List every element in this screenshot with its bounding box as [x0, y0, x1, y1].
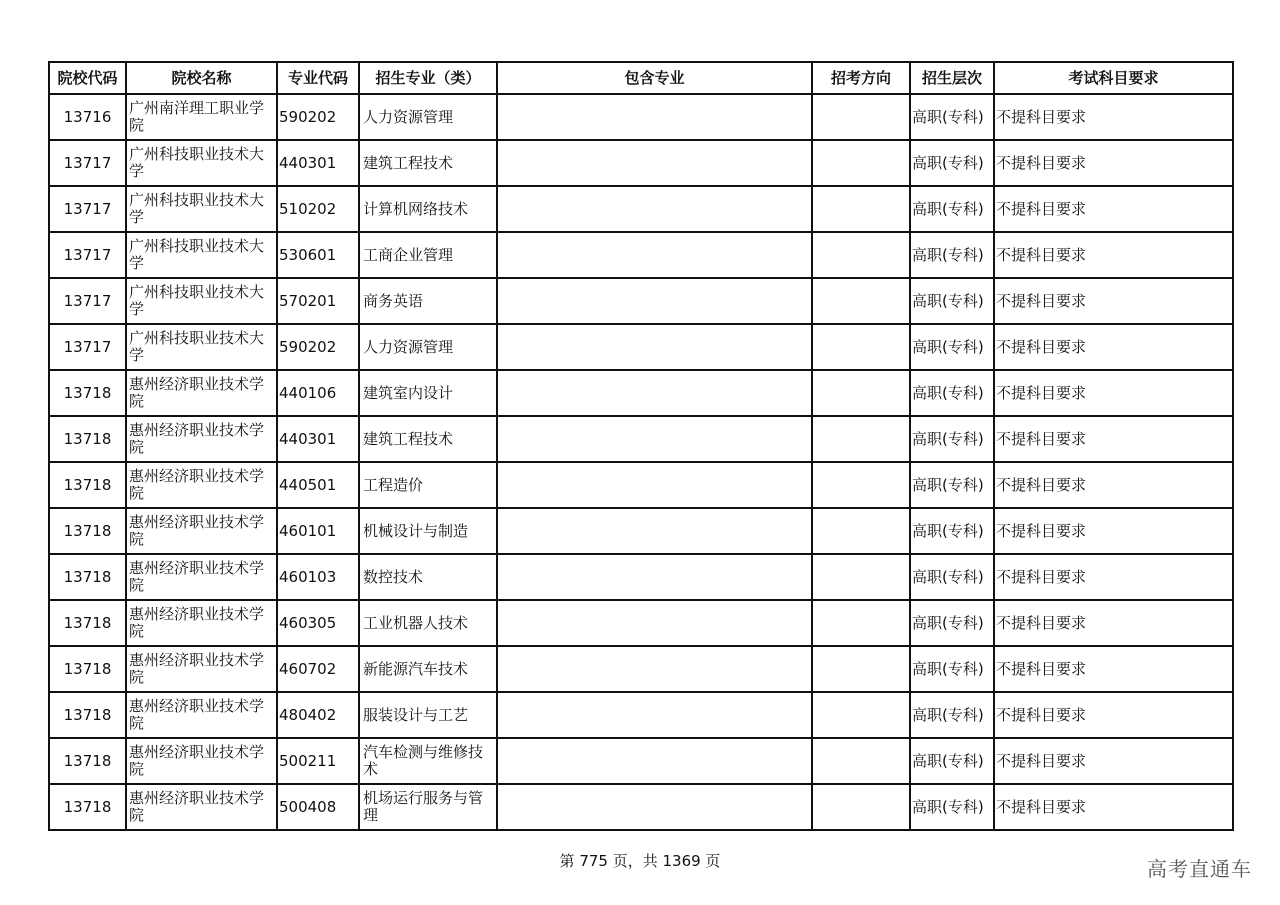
cell-major-code: 440106 [277, 370, 359, 416]
cell-requirement: 不提科目要求 [994, 554, 1233, 600]
cell-level: 高职(专科) [910, 600, 994, 646]
cell-school-name: 惠州经济职业技术学院 [126, 554, 277, 600]
cell-direction [812, 232, 910, 278]
cell-major: 建筑室内设计 [359, 370, 497, 416]
cell-includes [497, 784, 812, 830]
table-row [49, 232, 1233, 278]
cell-major-code: 480402 [277, 692, 359, 738]
cell-requirement: 不提科目要求 [994, 508, 1233, 554]
header-major: 招生专业（类） [359, 62, 497, 94]
cell-level: 高职(专科) [910, 370, 994, 416]
cell-school-name: 广州南洋理工职业学院 [126, 94, 277, 140]
cell-level: 高职(专科) [910, 416, 994, 462]
cell-major-code: 460103 [277, 554, 359, 600]
cell-major: 人力资源管理 [359, 94, 497, 140]
cell-includes [497, 278, 812, 324]
cell-requirement: 不提科目要求 [994, 94, 1233, 140]
table-row [49, 370, 1233, 416]
header-school-name: 院校名称 [126, 62, 277, 94]
table-row [49, 508, 1233, 554]
cell-major: 工商企业管理 [359, 232, 497, 278]
cell-requirement: 不提科目要求 [994, 416, 1233, 462]
cell-direction [812, 462, 910, 508]
cell-direction [812, 186, 910, 232]
cell-requirement: 不提科目要求 [994, 738, 1233, 784]
cell-includes [497, 186, 812, 232]
cell-includes [497, 508, 812, 554]
cell-requirement: 不提科目要求 [994, 232, 1233, 278]
cell-requirement: 不提科目要求 [994, 784, 1233, 830]
cell-direction [812, 370, 910, 416]
cell-school-code: 13718 [49, 416, 126, 462]
cell-level: 高职(专科) [910, 140, 994, 186]
cell-school-code: 13718 [49, 784, 126, 830]
page-indicator: 第 775 页，共 1369 页 [559, 852, 721, 870]
cell-requirement: 不提科目要求 [994, 186, 1233, 232]
cell-major: 工业机器人技术 [359, 600, 497, 646]
cell-direction [812, 278, 910, 324]
table-header-row [49, 62, 1233, 94]
cell-major-code: 530601 [277, 232, 359, 278]
cell-level: 高职(专科) [910, 462, 994, 508]
cell-school-code: 13718 [49, 600, 126, 646]
cell-school-name: 惠州经济职业技术学院 [126, 462, 277, 508]
cell-major: 汽车检测与维修技术 [359, 738, 497, 784]
table-row [49, 462, 1233, 508]
cell-school-code: 13717 [49, 186, 126, 232]
cell-includes [497, 692, 812, 738]
cell-includes [497, 738, 812, 784]
cell-school-name: 惠州经济职业技术学院 [126, 370, 277, 416]
cell-school-name: 惠州经济职业技术学院 [126, 508, 277, 554]
cell-major: 新能源汽车技术 [359, 646, 497, 692]
admissions-table [48, 61, 1234, 831]
cell-school-code: 13716 [49, 94, 126, 140]
cell-major: 数控技术 [359, 554, 497, 600]
cell-school-name: 惠州经济职业技术学院 [126, 416, 277, 462]
cell-includes [497, 416, 812, 462]
cell-direction [812, 554, 910, 600]
cell-school-code: 13718 [49, 692, 126, 738]
cell-includes [497, 600, 812, 646]
table-row [49, 416, 1233, 462]
cell-school-name: 广州科技职业技术大学 [126, 186, 277, 232]
cell-includes [497, 646, 812, 692]
cell-major: 服装设计与工艺 [359, 692, 497, 738]
table-row [49, 554, 1233, 600]
cell-requirement: 不提科目要求 [994, 370, 1233, 416]
cell-school-code: 13718 [49, 462, 126, 508]
table-row [49, 646, 1233, 692]
cell-includes [497, 232, 812, 278]
header-level: 招生层次 [910, 62, 994, 94]
cell-major: 工程造价 [359, 462, 497, 508]
cell-school-name: 惠州经济职业技术学院 [126, 784, 277, 830]
cell-level: 高职(专科) [910, 554, 994, 600]
cell-school-name: 惠州经济职业技术学院 [126, 600, 277, 646]
header-school-code: 院校代码 [49, 62, 126, 94]
cell-major: 机场运行服务与管理 [359, 784, 497, 830]
cell-major-code: 440301 [277, 416, 359, 462]
cell-level: 高职(专科) [910, 692, 994, 738]
cell-requirement: 不提科目要求 [994, 600, 1233, 646]
cell-includes [497, 554, 812, 600]
brand-watermark: 高考直通车 [1147, 857, 1252, 881]
table-row [49, 186, 1233, 232]
cell-requirement: 不提科目要求 [994, 462, 1233, 508]
cell-direction [812, 738, 910, 784]
cell-school-code: 13717 [49, 232, 126, 278]
cell-requirement: 不提科目要求 [994, 324, 1233, 370]
cell-school-code: 13717 [49, 140, 126, 186]
cell-school-code: 13718 [49, 646, 126, 692]
cell-direction [812, 646, 910, 692]
cell-major: 人力资源管理 [359, 324, 497, 370]
cell-major-code: 440501 [277, 462, 359, 508]
header-major-code: 专业代码 [277, 62, 359, 94]
cell-includes [497, 370, 812, 416]
cell-major: 建筑工程技术 [359, 140, 497, 186]
cell-major: 计算机网络技术 [359, 186, 497, 232]
cell-requirement: 不提科目要求 [994, 692, 1233, 738]
cell-level: 高职(专科) [910, 508, 994, 554]
header-requirement: 考试科目要求 [994, 62, 1233, 94]
table-row [49, 140, 1233, 186]
cell-direction [812, 600, 910, 646]
cell-major-code: 460305 [277, 600, 359, 646]
cell-school-name: 惠州经济职业技术学院 [126, 646, 277, 692]
cell-major-code: 460101 [277, 508, 359, 554]
header-includes: 包含专业 [497, 62, 812, 94]
cell-direction [812, 94, 910, 140]
cell-school-name: 惠州经济职业技术学院 [126, 692, 277, 738]
cell-level: 高职(专科) [910, 324, 994, 370]
cell-major: 商务英语 [359, 278, 497, 324]
cell-major-code: 500211 [277, 738, 359, 784]
header-direction: 招考方向 [812, 62, 910, 94]
cell-school-name: 惠州经济职业技术学院 [126, 738, 277, 784]
cell-school-code: 13718 [49, 554, 126, 600]
cell-major-code: 590202 [277, 94, 359, 140]
cell-direction [812, 324, 910, 370]
cell-major-code: 500408 [277, 784, 359, 830]
cell-school-name: 广州科技职业技术大学 [126, 232, 277, 278]
cell-level: 高职(专科) [910, 94, 994, 140]
cell-major: 建筑工程技术 [359, 416, 497, 462]
cell-school-code: 13717 [49, 278, 126, 324]
cell-direction [812, 508, 910, 554]
cell-direction [812, 140, 910, 186]
table-row [49, 600, 1233, 646]
cell-level: 高职(专科) [910, 232, 994, 278]
cell-level: 高职(专科) [910, 186, 994, 232]
cell-major-code: 570201 [277, 278, 359, 324]
cell-includes [497, 324, 812, 370]
cell-major-code: 590202 [277, 324, 359, 370]
cell-major-code: 510202 [277, 186, 359, 232]
cell-includes [497, 140, 812, 186]
cell-level: 高职(专科) [910, 784, 994, 830]
cell-school-name: 广州科技职业技术大学 [126, 140, 277, 186]
cell-requirement: 不提科目要求 [994, 278, 1233, 324]
cell-direction [812, 416, 910, 462]
cell-school-name: 广州科技职业技术大学 [126, 278, 277, 324]
table-row [49, 692, 1233, 738]
cell-school-code: 13718 [49, 370, 126, 416]
cell-direction [812, 784, 910, 830]
cell-direction [812, 692, 910, 738]
table-row [49, 738, 1233, 784]
table-row [49, 94, 1233, 140]
cell-includes [497, 462, 812, 508]
cell-major: 机械设计与制造 [359, 508, 497, 554]
cell-requirement: 不提科目要求 [994, 140, 1233, 186]
cell-level: 高职(专科) [910, 738, 994, 784]
table-row [49, 278, 1233, 324]
cell-school-name: 广州科技职业技术大学 [126, 324, 277, 370]
cell-school-code: 13718 [49, 738, 126, 784]
cell-level: 高职(专科) [910, 278, 994, 324]
cell-major-code: 460702 [277, 646, 359, 692]
cell-level: 高职(专科) [910, 646, 994, 692]
cell-school-code: 13717 [49, 324, 126, 370]
cell-major-code: 440301 [277, 140, 359, 186]
table-row [49, 324, 1233, 370]
table-row [49, 784, 1233, 830]
cell-requirement: 不提科目要求 [994, 646, 1233, 692]
cell-includes [497, 94, 812, 140]
cell-school-code: 13718 [49, 508, 126, 554]
